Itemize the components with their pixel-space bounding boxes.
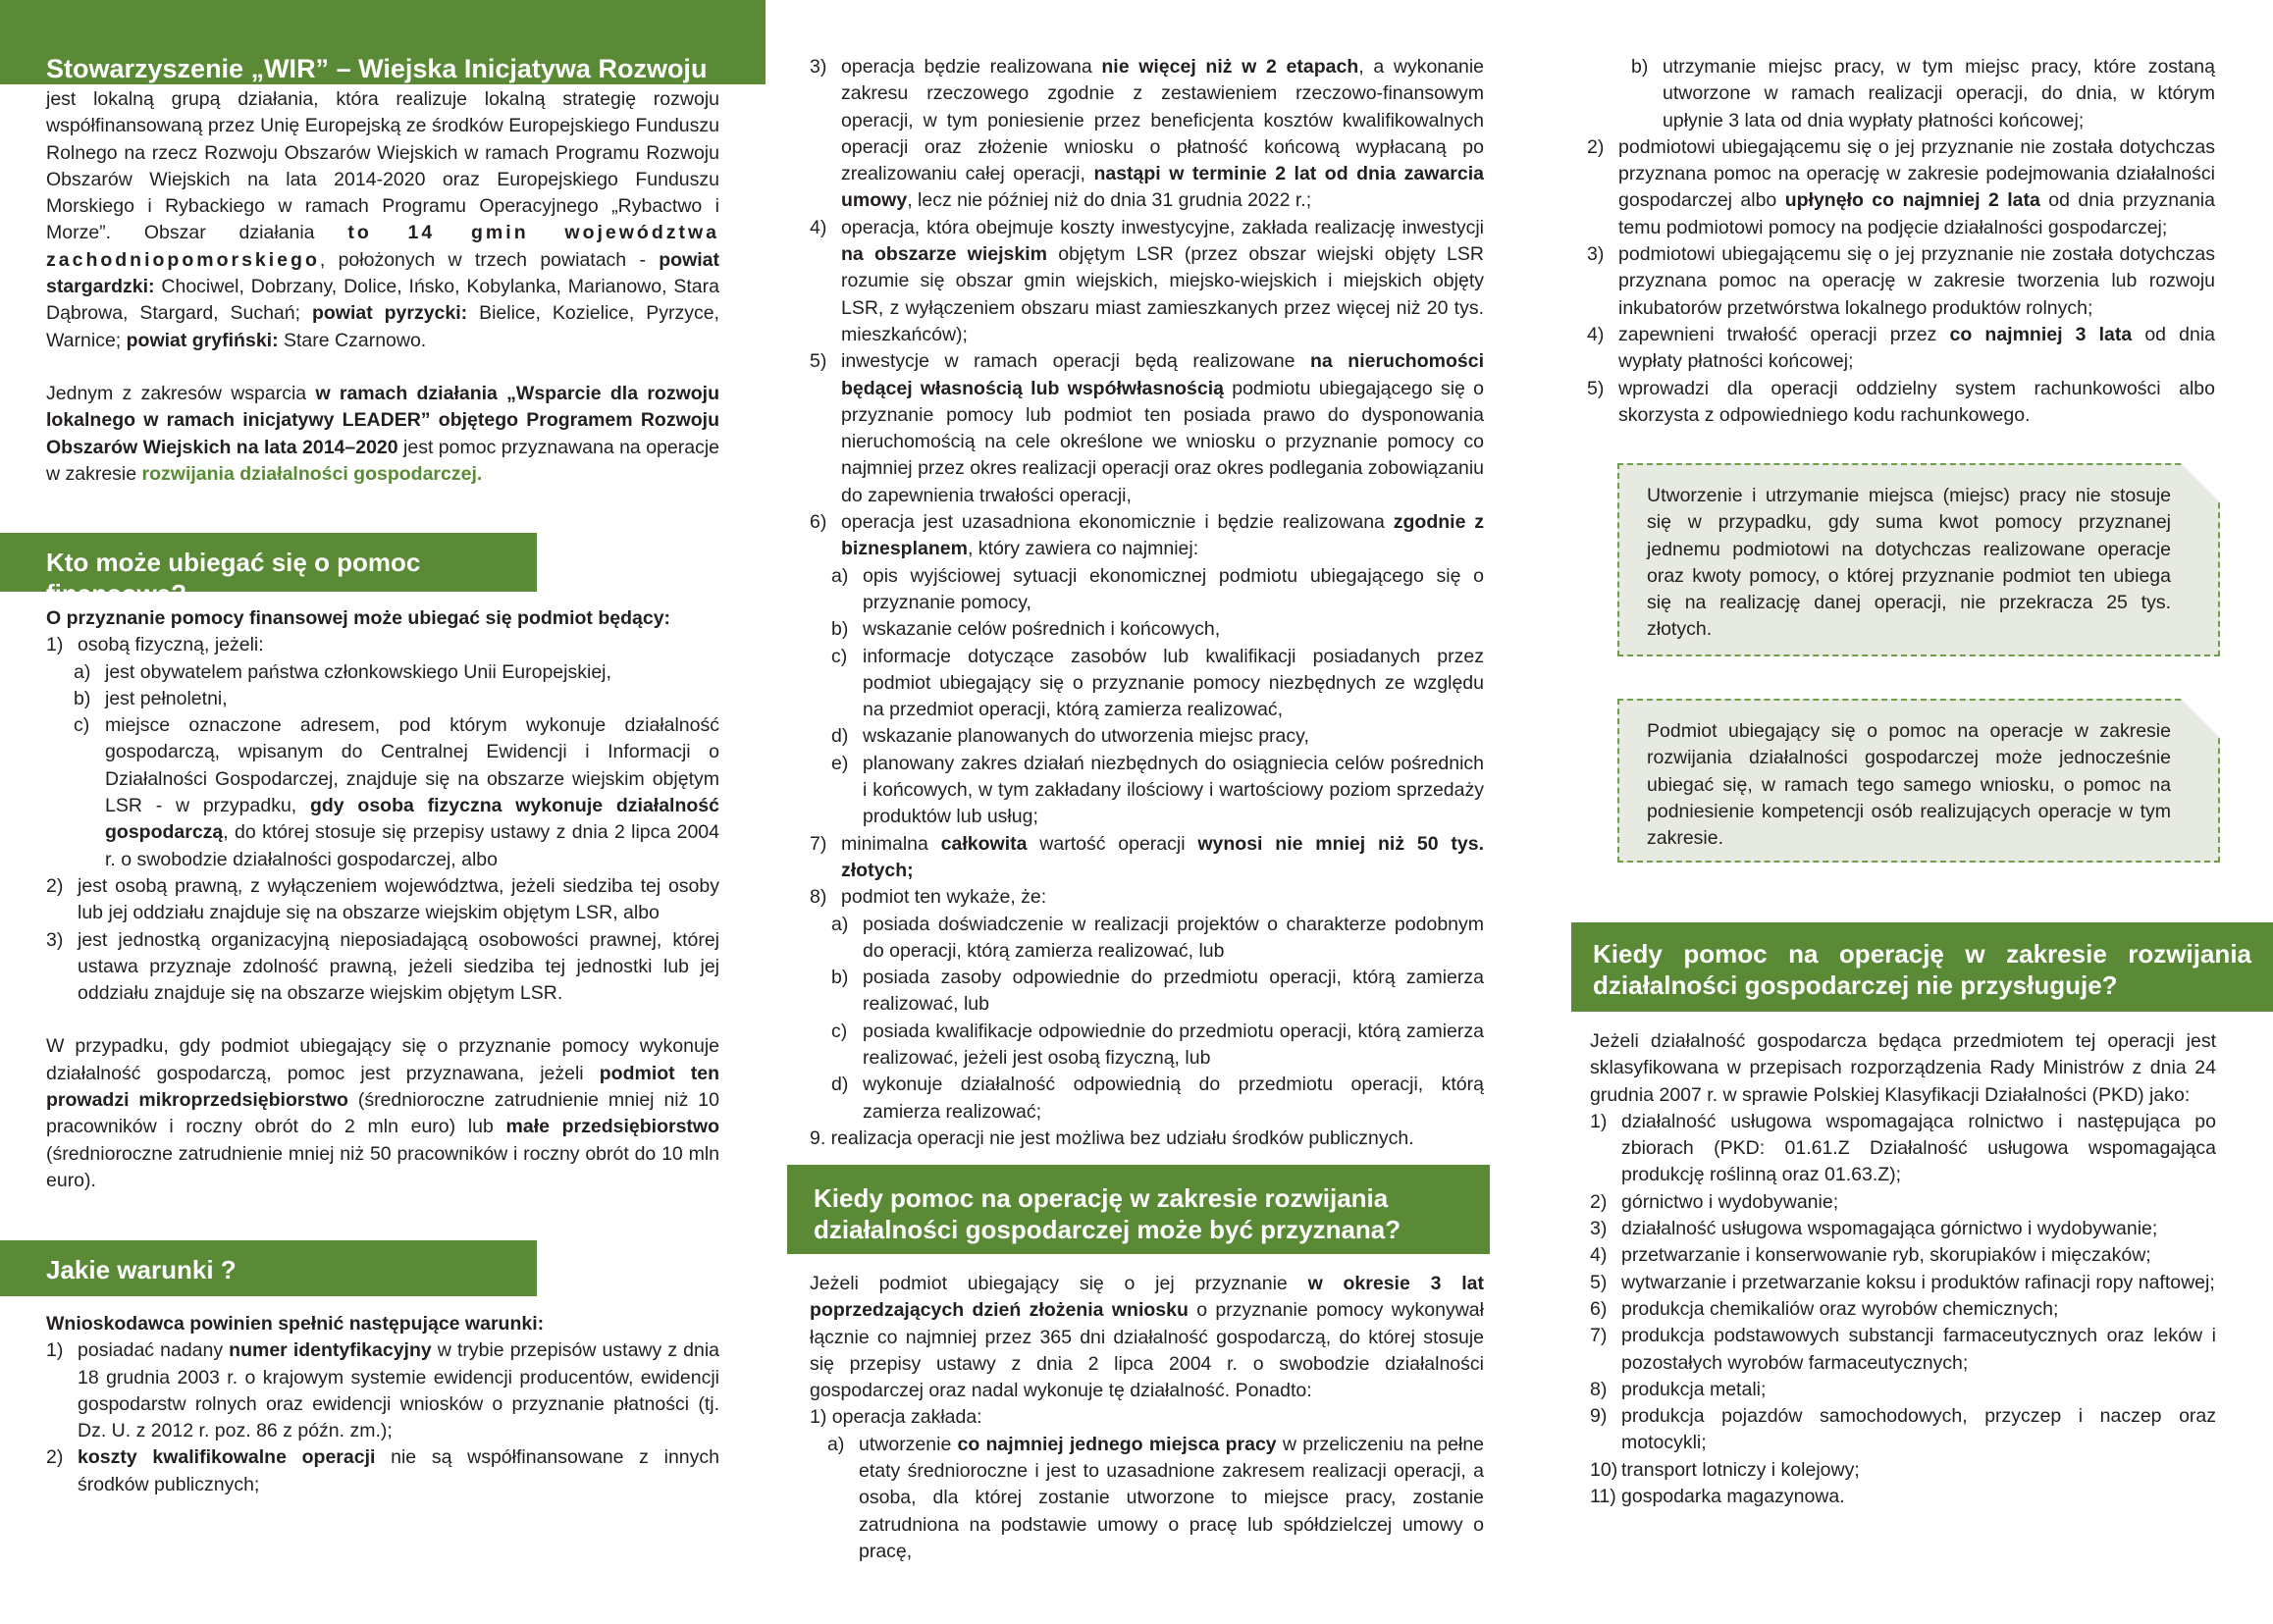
list-item: c) miejsce oznaczone adresem, pod którym wykonuje działalność gospodarczą, wpisanym do Centralnej Ewidencji i Informacji o Działalności Gospodarczej, znajduje się na obszarze wiejskim objętym LSR - w przypadku, gdy osoba fizyczna wykonuje działalność gospodarczą, do której stosuje się przepisy ustawy z dnia 2 lipca 2004 r. o swobodzie działalności gospodarczej, albo (74, 714, 719, 870)
list-item-number: 7) (1590, 1325, 1608, 1347)
list-item (1590, 1323, 2216, 1377)
list-item: 8) podmiot ten wykaże, że: (810, 886, 1047, 909)
conditions-header: Jakie warunki ? (0, 1240, 537, 1296)
list-item: 2) podmiotowi ubiegającemu się o jej przyznanie nie została dotychczas przyznana pomoc na operację w zakresie podejmowania działalności gospodarczej albo upłynęło co najmniej 2 lata od dnia przyznania temu podmiotowi pomocy na podjęcie działalności gospodarczej; (1587, 135, 2215, 238)
when-not-granted-header: Kiedy pomoc na operację w zakresie rozwijania działalności gospodarczej nie przysługuje? (1571, 922, 2273, 1012)
list-item-number: 9) (1590, 1405, 1608, 1428)
list-item: 2) jest osobą prawną, z wyłączeniem województwa, jeżeli siedziba tej osoby lub jej oddziału znajduje się na obszarze wiejskim objętym LSR, albo (46, 874, 719, 924)
list-item-text: gospodarka magazynowa. (1621, 1486, 1845, 1508)
list-item: a) utworzenie co najmniej jednego miejsca pracy w przeliczeniu na pełne etaty średnioroczne i jest to uzasadnione zakresem realizacji operacji, a osoba, dla której zostanie utworzone to miejsce pracy, zostanie zatrudniona na podstawie umowy o pracę lub spółdzielczej umowy o pracę, (827, 1433, 1485, 1562)
list-item-number: 1) (1590, 1110, 1608, 1132)
who-section (46, 605, 719, 1194)
list-item: a) jest obywatelem państwa członkowskiego Unii Europejskiej, (74, 660, 611, 683)
list-item: 4) zapewnieni trwałość operacji przez co najmniej 3 lata od dnia wypłaty płatności końcowej; (1587, 323, 2215, 373)
list-item: 3) jest jednostką organizacyjną nieposiadającą osobowości prawnej, której ustawa przyznaje zdolność prawną, jeżeli siedziba tej jednostki lub jej oddziału znajduje się na obszarze wiejskim objętym LSR. (46, 928, 719, 1005)
list-item: 3) podmiotowi ubiegającemu się o jej przyznanie nie została dotychczas przyznana pomoc na operację w zakresie tworzenia lub rozwoju inkubatorów przetwórstwa lokalnego produktów rolnych; (1587, 243, 2215, 319)
pkd-list (1590, 1109, 2216, 1510)
list-item (1590, 1457, 2216, 1484)
list-item-text: wytwarzanie i przetwarzanie koksu i produktów rafinacji ropy naftowej; (1621, 1271, 2215, 1293)
list-item: 3) operacja będzie realizowana nie więcej niż w 2 etapach, a wykonanie zakresu rzeczowego zgodnie z zestawieniem rzeczowo-finansowym operacji, w tym poniesienie przez beneficjenta kosztów kwalifikowalnych operacji oraz złożenie wniosku o płatność końcową wypłacaną po zrealizowaniu całej operacji, nastąpi w terminie 2 lat od dnia zawarcia umowy, lecz nie później niż do dnia 31 grudnia 2022 r.; (810, 56, 1485, 212)
list-item (1590, 1484, 2216, 1510)
list-item: e) planowany zakres działań niezbędnych do osiągniecia celów pośrednich i końcowych, w tym zakładany ilościowy i wartościowy poziom sprzedaży produktów lub usług; (831, 752, 1484, 828)
list-item: d) wskazanie planowanych do utworzenia miejsc pracy, (831, 725, 1309, 748)
jobs-exemption-note: Utworzenie i utrzymanie miejsca (miejsc) pracy nie stosuje się w przypadku, gdy suma kwot pomocy przyznanej jednemu podmiotowi na dotychczas realizowane operacje oraz kwoty pomocy, o której przyznanie podmiot ten ubiega się na realizację danej operacji, nie przekracza 25 tys. złotych. (1617, 463, 2220, 656)
list-item: 2) koszty kwalifikowalne operacji nie są współfinansowane z innych środków publicznych; (46, 1446, 719, 1495)
support-paragraph: Jednym z zakresów wsparcia w ramach działania „Wsparcie dla rozwoju lokalnego w ramach inicjatywy LEADER” objętego Programem Rozwoju Obszarów Wiejskich na lata 2014–2020 jest pomoc przyznawana na operacje w zakresie rozwijania działalności gospodarczej. (46, 382, 719, 485)
who-header: Kto może ubiegać się o pomoc finansową? (0, 533, 537, 592)
list-item: 6) operacja jest uzasadniona ekonomicznie i będzie realizowana zgodnie z biznesplanem, który zawiera co najmniej: (810, 511, 1485, 560)
list-item-text: działalność usługowa wspomagająca rolnictwo i następująca po zbiorach (PKD: 01.61.Z Działalność usługowa wspomagająca produkcję roślinną oraz 01.63.Z); (1621, 1110, 2216, 1186)
competence-note: Podmiot ubiegający się o pomoc na operacje w zakresie rozwijania działalności gospodarczej może jednocześnie ubiegać się, w ramach tego samego wniosku, o pomoc na podniesienie kompetencji osób realizujących operacje w tym zakresie. (1617, 699, 2220, 863)
list-item: b) posiada zasoby odpowiednie do przedmiotu operacji, którą zamierza realizować, lub (831, 967, 1484, 1016)
list-item: b) jest pełnoletni, (74, 687, 228, 709)
note-fold-corner (2181, 463, 2220, 502)
list-item: 1) operacja zakłada: (810, 1406, 982, 1429)
list-item: 7) minimalna całkowita wartość operacji wynosi nie mniej niż 50 tys. złotych; (810, 832, 1484, 881)
list-item: d) wykonuje działalność odpowiednią do przedmiotu operacji, którą zamierza realizować; (831, 1074, 1484, 1123)
intro-text (46, 86, 719, 488)
list-item-text: produkcja podstawowych substancji farmaceutycznych oraz leków i pozostałych wyrobów farmaceutycznych; (1621, 1325, 2216, 1374)
list-item-number: 4) (1590, 1244, 1608, 1267)
who-lead: O przyznanie pomocy finansowej może ubiegać się podmiot będący: (46, 607, 671, 629)
list-item: a) posiada doświadczenie w realizacji projektów o charakterze podobnym do operacji, którą zamierza realizować, lub (831, 913, 1484, 962)
when-not-granted-section (1590, 1028, 2216, 1510)
list-item-number: 3) (1590, 1218, 1608, 1240)
list-item: 1) posiadać nadany numer identyfikacyjny w trybie przepisów ustawy z dnia 18 grudnia 2003 r. o krajowym systemie ewidencji producentów, ewidencji gospodarstw rolnych oraz ewidencji wniosków o przyznanie płatności (tj. Dz. U. z 2012 r. poz. 86 z późn. zm.); (46, 1339, 719, 1442)
organization-header: Stowarzyszenie „WIR” – Wiejska Inicjatywa Rozwoju (0, 0, 766, 84)
list-item (1590, 1296, 2216, 1323)
list-item: c) posiada kwalifikacje odpowiednie do przedmiotu operacji, którą zamierza realizować, jeżeli jest osobą fizyczną, lub (831, 1020, 1484, 1069)
when-granted-header: Kiedy pomoc na operację w zakresie rozwijania działalności gospodarczej może być przyznana? (787, 1165, 1490, 1254)
list-item (1590, 1189, 2216, 1216)
list-item (1590, 1403, 2216, 1457)
list-item-number: 8) (1590, 1378, 1608, 1400)
list-item-text: górnictwo i wydobywanie; (1621, 1190, 1839, 1213)
list-item-number: 2) (1590, 1190, 1608, 1213)
list-item-text: transport lotniczy i kolejowy; (1621, 1458, 1860, 1481)
list-item-text: przetwarzanie i konserwowanie ryb, skorupiaków i mięczaków; (1621, 1244, 2151, 1267)
list-item-text: produkcja chemikaliów oraz wyrobów chemicznych; (1621, 1297, 2059, 1320)
list-item: 1) osobą fizyczną, jeżeli: (46, 634, 264, 656)
when-granted-continued (1587, 54, 2215, 429)
list-item: a) opis wyjściowej sytuacji ekonomicznej podmiotu ubiegającego się o przyznanie pomocy, (831, 564, 1484, 613)
list-item-number: 6) (1590, 1297, 1608, 1320)
intro-paragraph: jest lokalną grupą działania, która realizuje lokalną strategię rozwoju współfinansowaną przez Unię Europejską ze środków Europejskiego Funduszu Rolnego na rzecz Rozwoju Obszarów Wiejskich w ramach Programu Rozwoju Obszarów Wiejskich na lata 2014-2020 oraz Europejskiego Funduszu Morskiego i Rybackiego w ramach Programu Operacyjnego „Rybactwo i Morze”. Obszar działania to 14 gmin województwa zachodniopomorskiego, położonych w trzech powiatach - powiat stargardzki: Chociwel, Dobrzany, Dolice, Ińsko, Kobylanka, Marianowo, Stara Dąbrowa, Stargard, Suchań; powiat pyrzycki: Bielice, Kozielice, Pyrzyce, Warnice; powiat gryfiński: Stare Czarnowo. (46, 88, 719, 351)
list-item: c) informacje dotyczące zasobów lub kwalifikacji posiadanych przez podmiot ubiegający się o przyznanie pomocy niezbędnych ze względu na przedmiot operacji, którą zamierza realizować, (831, 645, 1484, 721)
list-item: 5) wprowadzi dla operacji oddzielny system rachunkowości albo skorzysta z odpowiedniego kodu rachunkowego. (1587, 377, 2215, 426)
list-item-number: 10) (1590, 1458, 1618, 1481)
list-item (1590, 1242, 2216, 1269)
conditions-section (46, 1311, 719, 1498)
list-item: 4) operacja, która obejmuje koszty inwestycyjne, zakłada realizację inwestycji na obszarze wiejskim objętym LSR (przez obszar wiejski objęty LSR rozumie się obszar gmin wiejskich, miejsko-wiejskich i miejskich objęty LSR, z wyłączeniem obszaru miast zamieszkanych przez więcej niż 20 tys. mieszkańców); (810, 216, 1484, 345)
list-item: b) wskazanie celów pośrednich i końcowych, (831, 618, 1221, 641)
list-item-number: 11) (1590, 1486, 1616, 1508)
list-item-number: 5) (1590, 1271, 1608, 1293)
list-item: 9. realizacja operacji nie jest możliwa bez udziału środków publicznych. (810, 1126, 1414, 1149)
when-granted-section (810, 1271, 1484, 1565)
list-item (1590, 1216, 2216, 1242)
list-item-text: produkcja pojazdów samochodowych, przyczep i naczep oraz motocykli; (1621, 1405, 2216, 1454)
enterprise-paragraph: W przypadku, gdy podmiot ubiegający się o przyznanie pomocy wykonuje działalność gospodarczą, pomoc jest przyznawana, jeżeli podmiot ten prowadzi mikroprzedsiębiorstwo (średnioroczne zatrudnienie mniej niż 10 pracowników i roczny obrót do 2 mln euro) lub małe przedsiębiorstwo (średnioroczne zatrudnienie mniej niż 50 pracowników i roczny obrót do 10 mln euro). (46, 1035, 719, 1191)
conditions-continued (810, 54, 1484, 1152)
list-item (1590, 1109, 2216, 1189)
note-fold-corner (2181, 699, 2220, 738)
when-not-granted-lead: Jeżeli działalność gospodarcza będąca przedmiotem tej operacji jest sklasyfikowana w przepisach rozporządzenia Rady Ministrów z dnia 24 grudnia 2007 r. w sprawie Polskiej Klasyfikacji Działalności (PKD) jako: (1590, 1030, 2216, 1106)
list-item (1590, 1270, 2216, 1296)
list-item: b) utrzymanie miejsc pracy, w tym miejsc pracy, które zostaną utworzone w ramach realizacji operacji, do dnia, w którym upłynie 3 lata od dnia wypłaty płatności końcowej; (1631, 56, 2215, 131)
when-granted-paragraph: Jeżeli podmiot ubiegający się o jej przyznanie w okresie 3 lat poprzedzających dzień złożenia wniosku o przyznanie pomocy wykonywał łącznie co najmniej przez 365 dni działalność gospodarczą, do której stosuje się przepisy ustawy z dnia 2 lipca 2004 r. o swobodzie działalności gospodarczej oraz nadal wykonuje tę działalność. Ponadto: (810, 1273, 1484, 1402)
list-item-text: produkcja metali; (1621, 1378, 1767, 1400)
list-item (1590, 1377, 2216, 1403)
conditions-lead: Wnioskodawca powinien spełnić następujące warunki: (46, 1313, 545, 1335)
list-item: 5) inwestycje w ramach operacji będą realizowane na nieruchomości będącej własnością lub współwłasnością podmiotu ubiegającego się o przyznanie pomocy lub podmiot ten posiada prawo do dysponowania nieruchomością na cele określone we wniosku o przyznanie pomocy co najmniej przez okres realizacji operacji oraz okres podlegania zobowiązaniu do zapewnienia trwałości operacji, (810, 350, 1485, 506)
list-item-text: działalność usługowa wspomagająca górnictwo i wydobywanie; (1621, 1218, 2158, 1240)
